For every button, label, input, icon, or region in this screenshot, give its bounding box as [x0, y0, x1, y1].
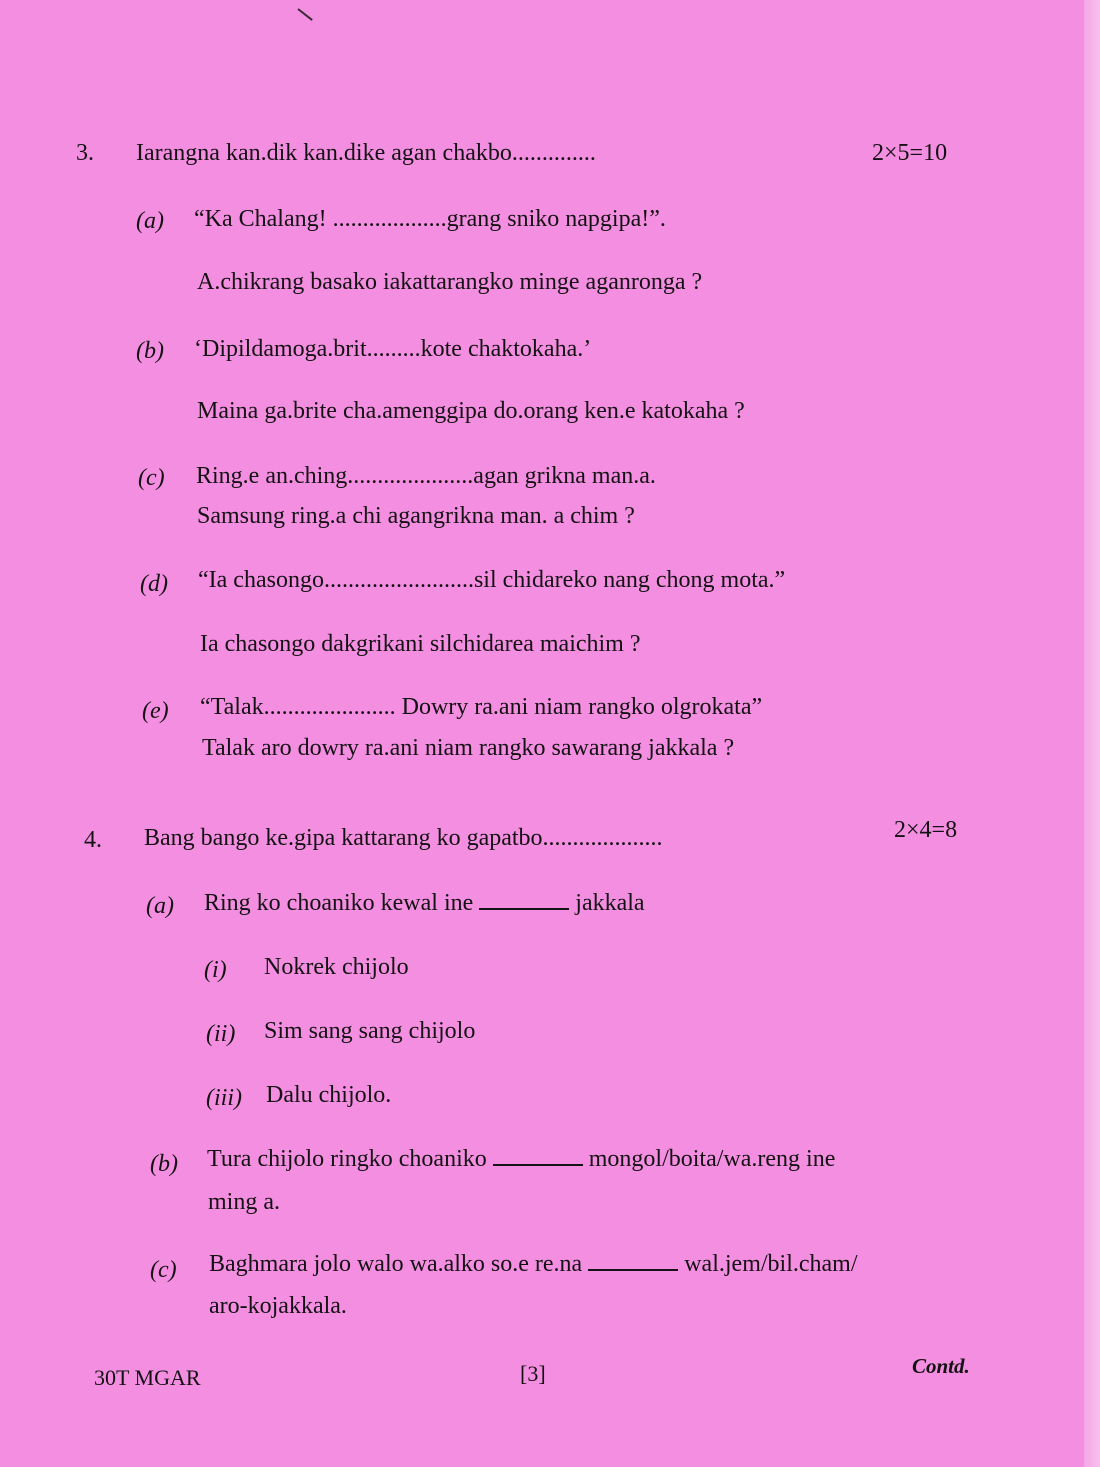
- q3-b-line2: Maina ga.brite cha.amenggipa do.orang ken.e katokaha ?: [197, 398, 745, 424]
- q4-c-line2: aro-kojakkala.: [209, 1293, 347, 1319]
- pen-mark: [297, 8, 312, 21]
- q3-c-label: (c): [138, 465, 165, 491]
- q4-a-opt2-label: (ii): [206, 1021, 236, 1047]
- q4-a-opt2-text: Sim sang sang chijolo: [264, 1018, 476, 1044]
- q3-e-line1: “Talak...................... Dowry ra.ani niam rangko olgrokata”: [200, 694, 763, 720]
- q3-b-label: (b): [136, 338, 164, 364]
- q3-c-line1: Ring.e an.ching.....................agan grikna man.a.: [196, 463, 656, 489]
- answer-blank: [588, 1249, 678, 1271]
- q4-b-pre: Tura chijolo ringko choaniko: [207, 1146, 487, 1172]
- continued-label: Contd.: [912, 1354, 970, 1378]
- q3-e-line2: Talak aro dowry ra.ani niam rangko sawarang jakkala ?: [202, 735, 735, 761]
- q3-title: Iarangna kan.dik kan.dike agan chakbo..............: [136, 140, 596, 166]
- q4-b-label: (b): [150, 1151, 178, 1177]
- q3-d-label: (d): [140, 571, 168, 597]
- q3-marks: 2×5=10: [872, 140, 948, 166]
- q4-a-opt1-label: (i): [204, 957, 227, 983]
- q4-a-label: (a): [146, 893, 174, 919]
- answer-blank: [493, 1144, 583, 1166]
- page-number: [3]: [520, 1361, 546, 1386]
- q4-b-question: [207, 1144, 835, 1173]
- q4-number: 4.: [84, 827, 102, 853]
- q4-a-opt1-text: Nokrek chijolo: [264, 954, 409, 980]
- q4-marks: 2×4=8: [894, 817, 958, 843]
- q4-title: Bang bango ke.gipa kattarang ko gapatbo....................: [144, 825, 663, 851]
- q4-c-question: [209, 1249, 858, 1278]
- q3-number: 3.: [76, 140, 94, 166]
- q4-a-opt3-text: Dalu chijolo.: [266, 1082, 392, 1108]
- q4-b-post: mongol/boita/wa.reng ine: [588, 1146, 836, 1172]
- q4-a-pre: Ring ko choaniko kewal ine: [204, 890, 474, 916]
- q3-a-line2: A.chikrang basako iakattarangko minge aganronga ?: [197, 269, 703, 295]
- q3-b-line1: ‘Dipildamoga.brit.........kote chaktokaha.’: [194, 336, 592, 362]
- q4-a-opt3-label: (iii): [206, 1085, 242, 1111]
- q3-d-line2: Ia chasongo dakgrikani silchidarea maichim ?: [200, 631, 641, 657]
- q4-a-post: jakkala: [575, 890, 645, 916]
- q3-c-line2: Samsung ring.a chi agangrikna man. a chim ?: [197, 503, 635, 529]
- answer-blank: [479, 888, 569, 910]
- q4-a-question: [204, 888, 645, 917]
- q3-e-label: (e): [142, 698, 169, 724]
- page-edge: [1084, 0, 1100, 1467]
- q3-d-line1: “Ia chasongo.........................sil chidareko nang chong mota.”: [198, 567, 786, 593]
- q4-c-pre: Baghmara jolo walo wa.alko so.e re.na: [209, 1251, 583, 1277]
- q3-a-label: (a): [136, 208, 164, 234]
- q4-c-post: wal.jem/bil.cham/: [684, 1251, 858, 1277]
- q4-c-label: (c): [150, 1257, 177, 1283]
- q4-b-line2: ming a.: [208, 1189, 280, 1215]
- q3-a-line1: “Ka Chalang! ...................grang sniko napgipa!”.: [194, 206, 666, 232]
- paper-code: 30T MGAR: [94, 1365, 201, 1390]
